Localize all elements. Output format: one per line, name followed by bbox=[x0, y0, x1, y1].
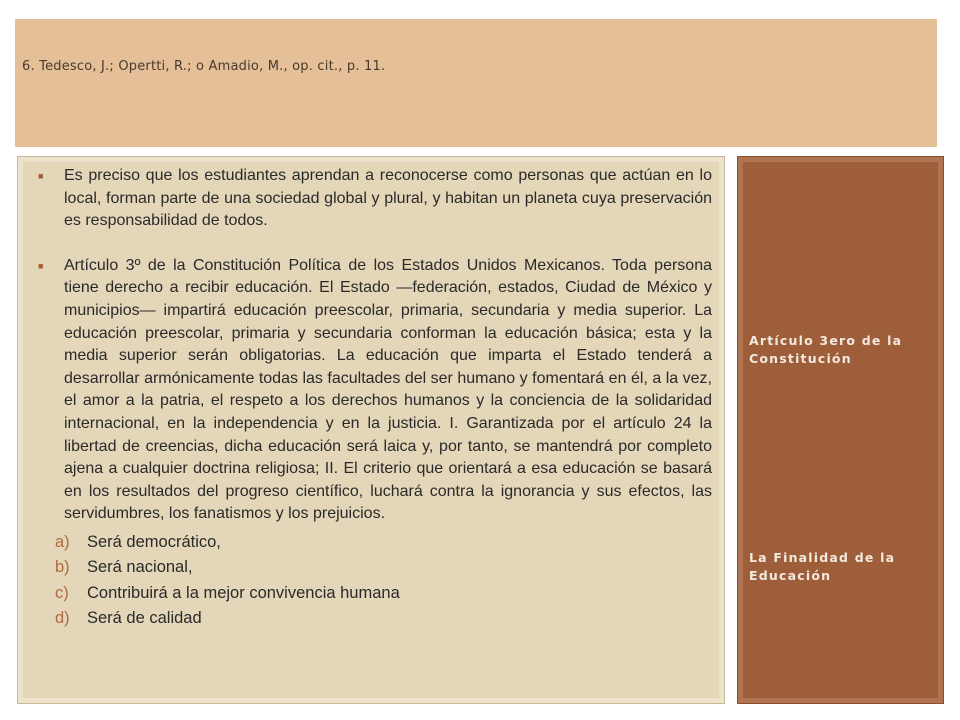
bullet-paragraph bbox=[36, 165, 712, 233]
list-marker: d) bbox=[55, 609, 70, 628]
list-marker: a) bbox=[55, 532, 70, 551]
list-marker: c) bbox=[55, 583, 69, 602]
square-bullet-icon: ■ bbox=[38, 260, 44, 271]
list-item-text: Será nacional, bbox=[87, 558, 193, 577]
paragraph-text: Artículo 3º de la Constitución Política de los Estados Unidos Mexicanos. Toda persona tiene derecho a recibir educación. El Estado —federación, estados, Ciudad de México y municipios— impartirá educación preescolar, primaria, secundaria y media superior. La educación preescolar, primaria y secundaria conforman la educación básica; esta y la media superior serán obligatorias. La educación que imparta el Estado tenderá a desarrollar armónicamente todas las facultades del ser humano y fomentará en él, a la vez, el amor a la patria, el respeto a los derechos humanos y la conciencia de la solidaridad internacional, en la independencia y en la justicia. I. Garantizada por el artículo 24 la libertad de creencias, dicha educación será laica y, por tanto, se mantendrá por completo ajena a cualquier doctrina religiosa; II. El criterio que orientará a esa educación se basará en los resultados del progreso científico, luchará contra la ignorancia y sus efectos, las servidumbres, los fanatismos y los prejuicios. bbox=[64, 256, 712, 523]
paragraph-text: Es preciso que los estudiantes aprendan a reconocerse como personas que actúan en lo local, forman parte de una sociedad global y plural, y habitan un planeta cuya preservación es responsabilidad de todos. bbox=[64, 167, 712, 230]
content-panel bbox=[17, 156, 725, 704]
list-item-text: Será de calidad bbox=[87, 609, 202, 628]
sidebar-label-articulo: Artículo 3ero de la Constitución bbox=[749, 333, 903, 366]
citation-text: 6. Tedesco, J.; Opertti, R.; o Amadio, M., op. cit., p. 11. bbox=[22, 59, 386, 74]
bullet-paragraph bbox=[36, 255, 712, 526]
list-item-text: Contribuirá a la mejor convivencia humana bbox=[87, 583, 400, 602]
header-banner bbox=[15, 19, 937, 147]
list-item-text: Será democrático, bbox=[87, 532, 221, 551]
list-marker: b) bbox=[55, 558, 70, 577]
list-item bbox=[55, 606, 712, 632]
sidebar-panel bbox=[737, 156, 944, 704]
list-item bbox=[55, 581, 712, 607]
enumerated-list bbox=[36, 530, 712, 632]
list-item bbox=[55, 530, 712, 556]
square-bullet-icon: ■ bbox=[38, 171, 44, 181]
sidebar-label-finalidad: La Finalidad de la Educación bbox=[749, 550, 896, 583]
list-item bbox=[55, 555, 712, 581]
